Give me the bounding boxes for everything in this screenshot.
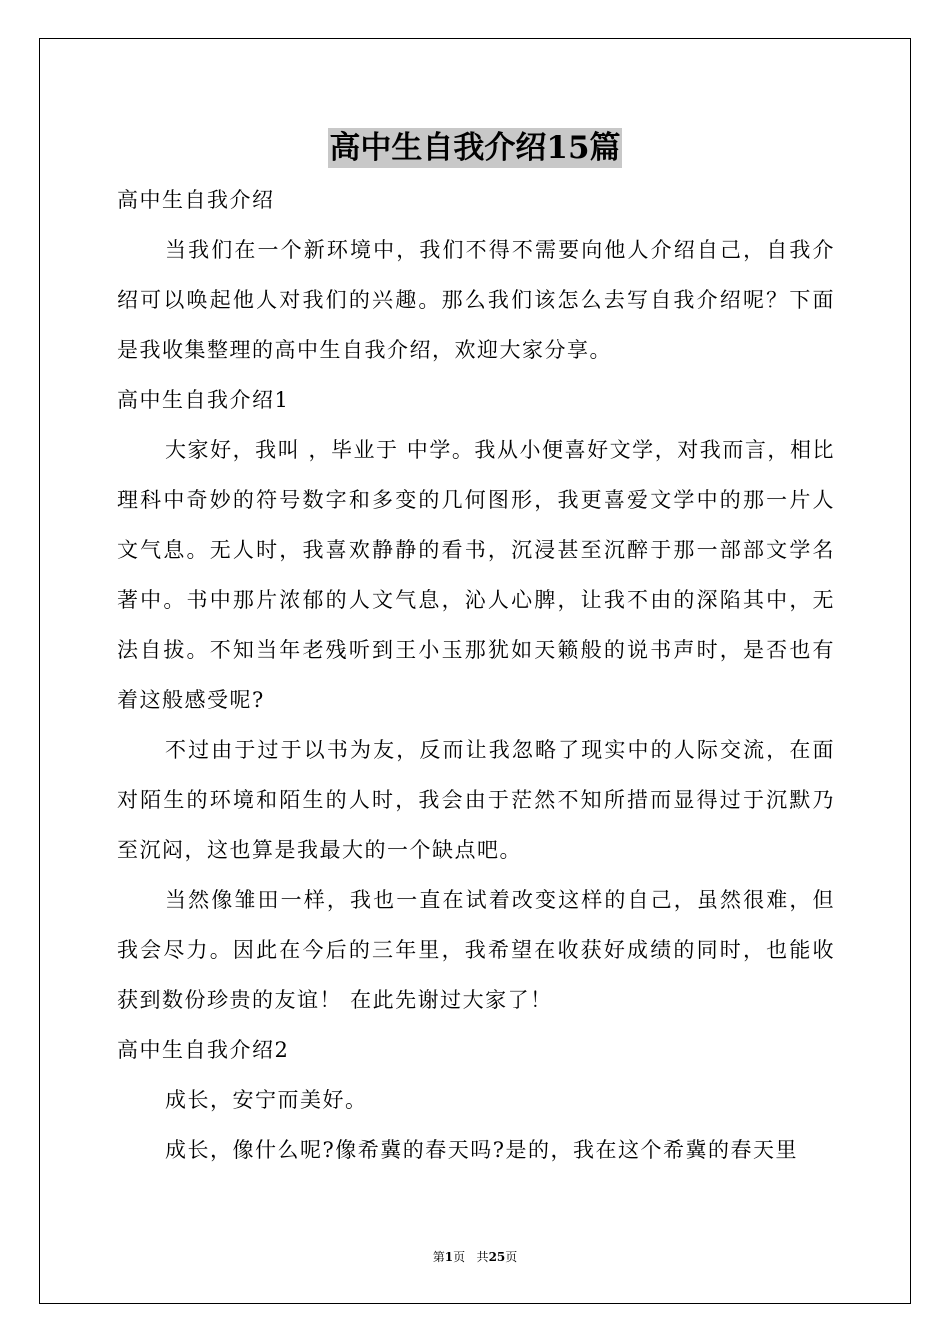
section-heading: 高中生自我介绍2 [117, 1038, 290, 1062]
footer-page-prefix: 第 [432, 1250, 445, 1264]
page-footer [0, 1249, 950, 1265]
body-paragraph: 成长，安宁而美好。 [165, 1088, 368, 1112]
footer-total-suffix: 页 [505, 1250, 518, 1264]
footer-total-pages: 25 [488, 1250, 506, 1264]
body-paragraph: 成长，像什么呢?像希冀的春天吗?是的，我在这个希冀的春天里 [165, 1138, 799, 1162]
document-body [117, 175, 835, 1175]
footer-page-suffix: 页 [453, 1250, 466, 1264]
footer-total-prefix: 共 [476, 1250, 489, 1264]
section-heading: 高中生自我介绍 [117, 188, 275, 212]
section-heading: 高中生自我介绍1 [117, 388, 290, 412]
body-paragraph: 大家好，我叫 ，毕业于 中学。我从小便喜好文学，对我而言，相比理科中奇妙的符号数字和多变的几何图形，我更喜爱文学中的那一片人文气息。无人时，我喜欢静静的看书，沉浸甚至沉醉于那一部部文学名著中。书中那片浓郁的人文气息，沁人心脾，让我不由的深陷其中，无法自拔。不知当年老残听到王小玉那犹如天籁般的说书声时，是否也有着这般感受呢? [117, 438, 835, 712]
title-container [0, 128, 950, 168]
body-paragraph: 当我们在一个新环境中，我们不得不需要向他人介绍自己，自我介绍可以唤起他人对我们的兴趣。那么我们该怎么去写自我介绍呢？下面是我收集整理的高中生自我介绍，欢迎大家分享。 [117, 238, 835, 362]
footer-page-number: 1 [444, 1250, 454, 1264]
document-title: 高中生自我介绍15篇 [329, 130, 621, 166]
body-paragraph: 不过由于过于以书为友，反而让我忽略了现实中的人际交流，在面对陌生的环境和陌生的人时，我会由于茫然不知所措而显得过于沉默乃至沉闷，这也算是我最大的一个缺点吧。 [117, 738, 835, 862]
body-paragraph: 当然像雏田一样，我也一直在试着改变这样的自己，虽然很难，但我会尽力。因此在今后的三年里，我希望在收获好成绩的同时，也能收获到数份珍贵的友谊！ 在此先谢过大家了！ [117, 888, 835, 1012]
